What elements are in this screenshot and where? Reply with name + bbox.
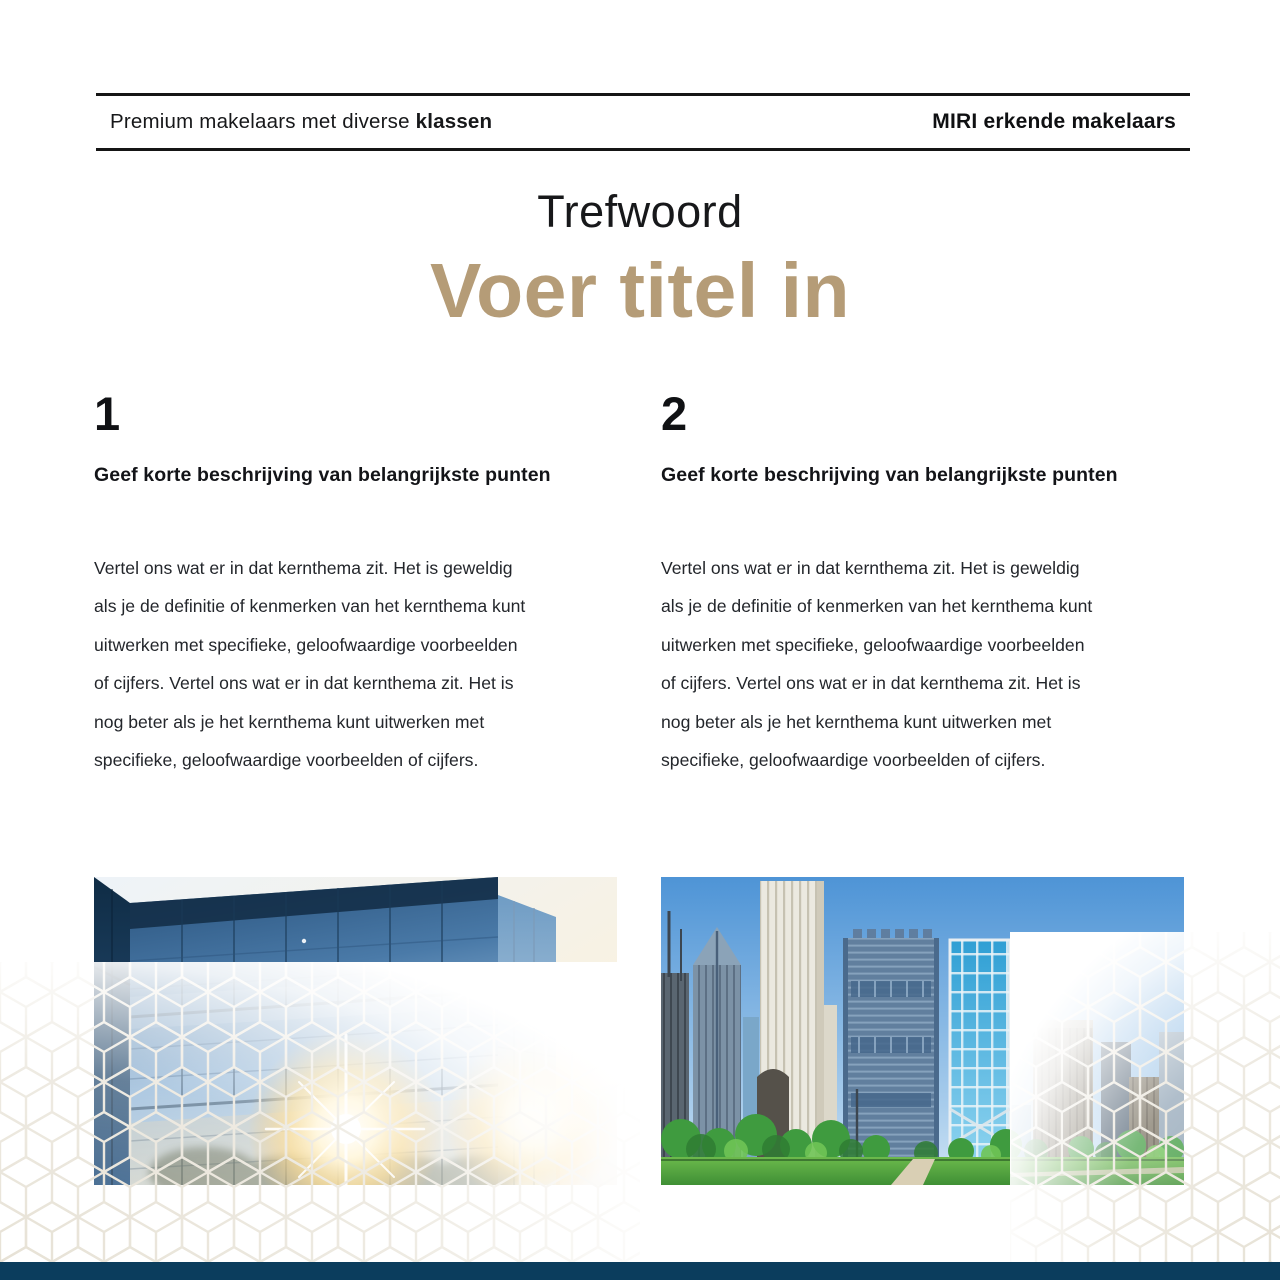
body-line: of cijfers. Vertel ons wat er in dat kernthema zit. Het is	[661, 673, 1081, 694]
body-line: uitwerken met specifieke, geloofwaardige voorbeelden	[661, 634, 1085, 655]
body-line: specifieke, geloofwaardige voorbeelden of cijfers.	[661, 750, 1046, 771]
body-line: uitwerken met specifieke, geloofwaardige voorbeelden	[94, 634, 518, 655]
cube-pattern-bottom-right	[1010, 932, 1280, 1262]
body-line: nog beter als je het kernthema kunt uitwerken met	[661, 711, 1052, 732]
footer-bar	[0, 1262, 1280, 1280]
column-2-body	[661, 549, 1184, 779]
column-2-subtitle: Geef korte beschrijving van belangrijkste punten	[661, 464, 1118, 486]
body-line: Vertel ons wat er in dat kernthema zit. Het is geweldig	[661, 558, 1080, 578]
header-tagline-prefix: Premium makelaars met diverse	[110, 110, 416, 133]
header-brand: MIRI erkende makelaars	[932, 110, 1176, 133]
body-line: als je de definitie of kenmerken van het kernthema kunt	[94, 596, 526, 617]
body-line: of cijfers. Vertel ons wat er in dat kernthema zit. Het is	[94, 673, 514, 694]
column-1-number: 1	[94, 387, 121, 440]
body-line: Vertel ons wat er in dat kernthema zit. Het is geweldig	[94, 558, 513, 578]
column-1	[94, 387, 617, 779]
column-2-number: 2	[661, 387, 688, 440]
cube-pattern-bottom-left	[0, 962, 640, 1262]
header-tagline-bold: klassen	[415, 110, 493, 133]
body-line: nog beter als je het kernthema kunt uitwerken met	[94, 711, 485, 732]
body-line: als je de definitie of kenmerken van het kernthema kunt	[661, 596, 1093, 617]
body-line: specifieke, geloofwaardige voorbeelden of cijfers.	[94, 750, 479, 771]
column-1-body	[94, 549, 617, 779]
column-2	[661, 387, 1184, 779]
column-1-subtitle: Geef korte beschrijving van belangrijkste punten	[94, 464, 551, 486]
header-tagline	[110, 110, 492, 134]
eyebrow-keyword: Trefwoord	[537, 186, 743, 237]
header	[96, 93, 1190, 151]
page-title: Voer titel in	[429, 248, 851, 334]
